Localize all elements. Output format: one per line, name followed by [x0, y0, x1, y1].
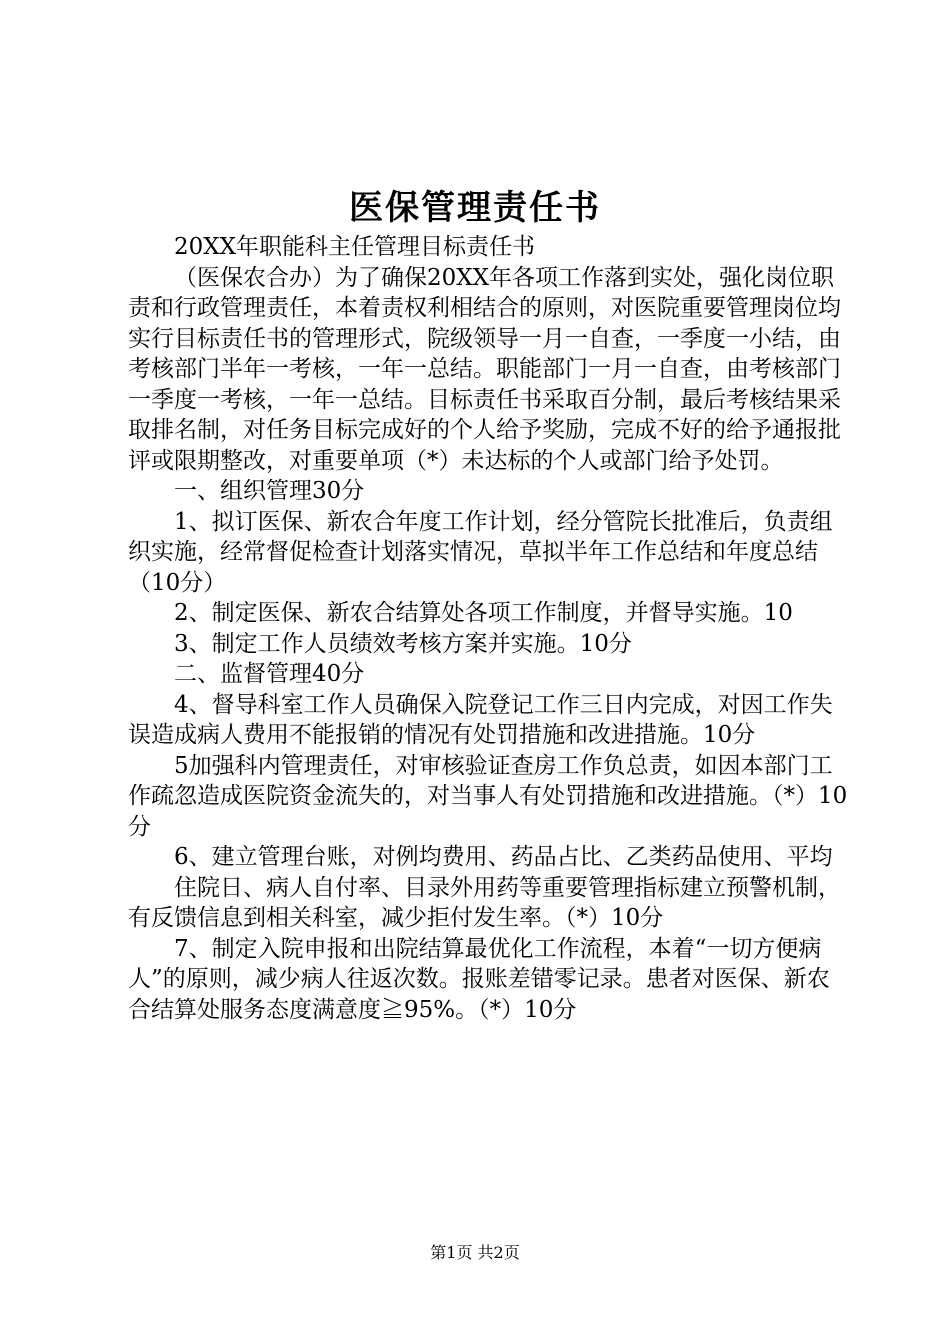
paragraph-intro: （医保农合办）为了确保20XX年各项工作落到实处，强化岗位职责和行政管理责任，本着责权利相结合的原则，对医院重要管理岗位均实行目标责任书的管理形式，院级领导一月一自查，一季度一小结，由考核部门半年一考核，一年一总结。职能部门一月一自查，由考核部门一季度一考核，一年一总结。目标责任书采取百分制，最后考核结果采取排名制，对任务目标完成好的个人给予奖励，完成不好的给予通报批评或限期整改，对重要单项（*）未达标的个人或部门给予处罚。 — [128, 264, 841, 474]
document-title: 医保管理责任书 — [349, 188, 601, 228]
paragraph-subtitle: 20XX年职能科主任管理目标责任书 — [174, 234, 536, 260]
section-heading-organization: 一、组织管理30分 — [174, 478, 365, 504]
document-body — [128, 232, 848, 1025]
paragraph-item-6-continued: 住院日、病人自付率、目录外用药等重要管理指标建立预警机制，有反馈信息到相关科室，减少拒付发生率。（*）10分 — [128, 874, 841, 931]
paragraph-item-2: 2、制定医保、新农合结算处各项工作制度，并督导实施。10 — [174, 600, 793, 626]
section-heading-supervision: 二、监督管理40分 — [174, 661, 365, 687]
paragraph-item-4: 4、督导科室工作人员确保入院登记工作三日内完成，对因工作失误造成病人费用不能报销的情况有处罚措施和改进措施。10分 — [128, 691, 833, 748]
paragraph-item-7: 7、制定入院申报和出院结算最优化工作流程，本着“一切方便病人”的原则，减少病人往返次数。报账差错零记录。患者对医保、新农合结算处服务态度满意度≧95%。（*）10分 — [128, 935, 830, 1023]
paragraph-item-6: 6、建立管理台账，对例均费用、药品占比、乙类药品使用、平均 — [174, 844, 833, 870]
page-footer: 第1页 共2页 — [430, 1243, 520, 1262]
paragraph-item-5: 5加强科内管理责任，对审核验证查房工作负总责，如因本部门工作疏忽造成医院资金流失的，对当事人有处罚措施和改进措施。（*）10分 — [128, 752, 848, 840]
paragraph-item-1: 1、拟订医保、新农合年度工作计划，经分管院长批准后，负责组织实施，经常督促检查计划落实情况，草拟半年工作总结和年度总结（10分） — [128, 508, 833, 596]
paragraph-item-3: 3、制定工作人员绩效考核方案并实施。10分 — [174, 630, 632, 657]
